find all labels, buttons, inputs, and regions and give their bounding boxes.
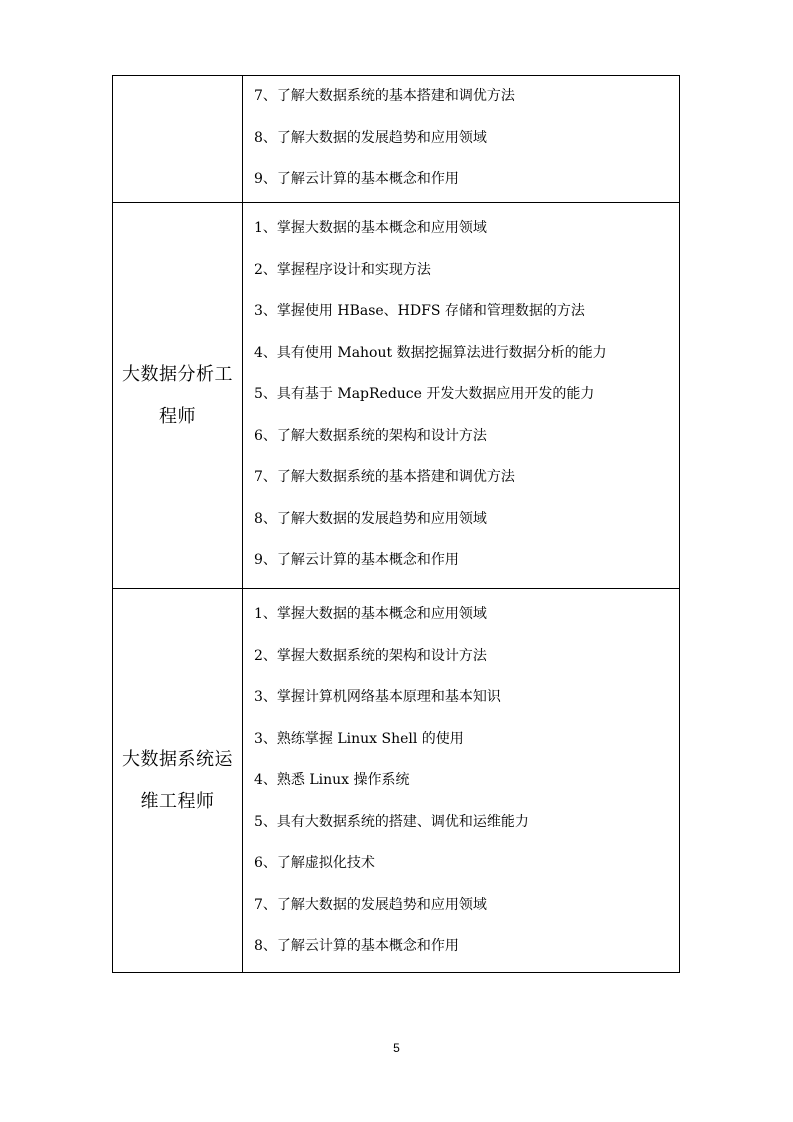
- role-name: 大数据分析工程师: [122, 363, 233, 427]
- list-item: 6、了解虚拟化技术: [254, 855, 375, 871]
- role-cell: [113, 589, 243, 972]
- items-cell: [243, 76, 679, 201]
- role-name: 大数据系统运维工程师: [122, 748, 233, 812]
- role-cell: [113, 203, 243, 588]
- list-item: 9、了解云计算的基本概念和作用: [254, 171, 459, 187]
- list-item: 3、熟练掌握 Linux Shell 的使用: [254, 730, 464, 747]
- items-cell: [243, 203, 679, 582]
- items-cell: [243, 589, 679, 968]
- list-item: 4、熟悉 Linux 操作系统: [254, 772, 410, 788]
- list-item: 2、掌握大数据系统的架构和设计方法: [254, 647, 487, 664]
- list-item: 4、具有使用 Mahout 数据挖掘算法进行数据分析的能力: [254, 344, 607, 361]
- list-item: 3、掌握计算机网络基本原理和基本知识: [254, 689, 501, 705]
- list-item: 7、了解大数据系统的基本搭建和调优方法: [254, 88, 515, 104]
- list-item: 3、掌握使用 HBase、HDFS 存储和管理数据的方法: [254, 303, 585, 319]
- list-item: 6、了解大数据系统的架构和设计方法: [254, 427, 487, 444]
- list-item: 8、了解云计算的基本概念和作用: [254, 938, 459, 954]
- role-cell: [113, 76, 243, 202]
- page-number: 5: [393, 1041, 400, 1055]
- requirements-table: [112, 75, 680, 973]
- list-item: 5、具有大数据系统的搭建、调优和运维能力: [254, 813, 529, 830]
- list-item: 8、了解大数据的发展趋势和应用领域: [254, 510, 487, 527]
- table-section-data-analyst: [113, 202, 679, 588]
- list-item: 9、了解云计算的基本概念和作用: [254, 552, 459, 568]
- list-item: 1、掌握大数据的基本概念和应用领域: [254, 606, 487, 622]
- table-section-continued: [113, 76, 679, 202]
- list-item: 2、掌握程序设计和实现方法: [254, 261, 431, 278]
- list-item: 7、了解大数据的发展趋势和应用领域: [254, 896, 487, 913]
- list-item: 7、了解大数据系统的基本搭建和调优方法: [254, 469, 515, 485]
- table-section-system-ops: [113, 588, 679, 972]
- list-item: 5、具有基于 MapReduce 开发大数据应用开发的能力: [254, 386, 595, 402]
- list-item: 1、掌握大数据的基本概念和应用领域: [254, 220, 487, 236]
- list-item: 8、了解大数据的发展趋势和应用领域: [254, 129, 487, 146]
